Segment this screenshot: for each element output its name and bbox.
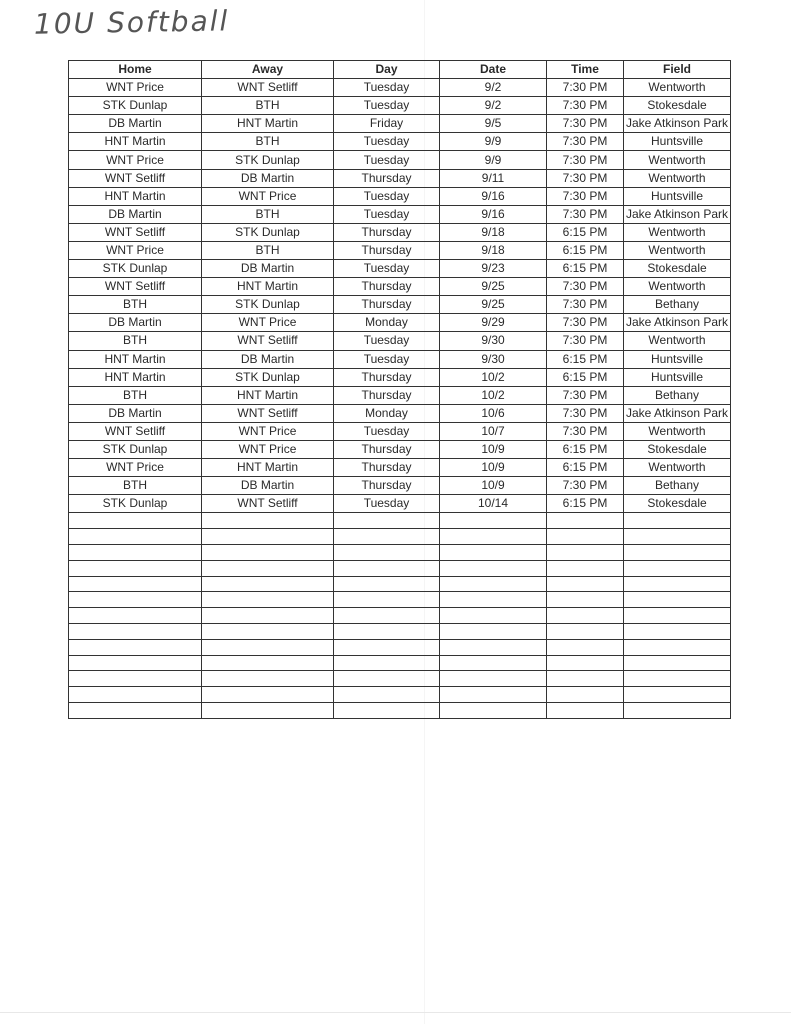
field-cell: Bethany (624, 296, 731, 314)
away-cell: WNT Price (202, 187, 334, 205)
time-cell: 6:15 PM (547, 440, 624, 458)
day-cell: Tuesday (334, 205, 440, 223)
empty-cell (440, 639, 547, 655)
away-cell: WNT Setliff (202, 495, 334, 513)
date-cell: 9/25 (440, 278, 547, 296)
schedule-table (68, 60, 731, 719)
home-cell: WNT Setliff (69, 422, 202, 440)
empty-cell (334, 576, 440, 592)
empty-cell (440, 655, 547, 671)
empty-cell (202, 544, 334, 560)
home-cell: STK Dunlap (69, 97, 202, 115)
date-cell: 9/30 (440, 332, 547, 350)
date-cell: 9/29 (440, 314, 547, 332)
away-cell: WNT Price (202, 422, 334, 440)
scan-edge (0, 1012, 791, 1013)
empty-row (69, 655, 731, 671)
day-cell: Thursday (334, 440, 440, 458)
time-cell: 7:30 PM (547, 205, 624, 223)
day-cell: Thursday (334, 241, 440, 259)
empty-cell (624, 702, 731, 718)
game-row (69, 133, 731, 151)
away-cell: BTH (202, 241, 334, 259)
empty-cell (202, 687, 334, 703)
game-row (69, 115, 731, 133)
date-cell: 9/18 (440, 241, 547, 259)
empty-cell (69, 576, 202, 592)
empty-cell (624, 592, 731, 608)
empty-row (69, 687, 731, 703)
game-row (69, 241, 731, 259)
home-cell: STK Dunlap (69, 440, 202, 458)
empty-cell (624, 544, 731, 560)
col-header-date: Date (440, 61, 547, 79)
date-cell: 9/9 (440, 151, 547, 169)
game-row (69, 151, 731, 169)
time-cell: 7:30 PM (547, 404, 624, 422)
day-cell: Monday (334, 404, 440, 422)
empty-cell (334, 655, 440, 671)
day-cell: Monday (334, 314, 440, 332)
time-cell: 6:15 PM (547, 241, 624, 259)
date-cell: 10/9 (440, 459, 547, 477)
time-cell: 7:30 PM (547, 477, 624, 495)
empty-cell (440, 671, 547, 687)
empty-cell (547, 592, 624, 608)
away-cell: WNT Setliff (202, 332, 334, 350)
empty-cell (624, 687, 731, 703)
home-cell: HNT Martin (69, 350, 202, 368)
game-row (69, 205, 731, 223)
game-row (69, 440, 731, 458)
game-row (69, 422, 731, 440)
empty-cell (547, 687, 624, 703)
empty-cell (202, 560, 334, 576)
home-cell: WNT Setliff (69, 278, 202, 296)
field-cell: Huntsville (624, 368, 731, 386)
date-cell: 10/2 (440, 386, 547, 404)
day-cell: Thursday (334, 368, 440, 386)
empty-cell (624, 639, 731, 655)
field-cell: Wentworth (624, 459, 731, 477)
home-cell: WNT Price (69, 151, 202, 169)
date-cell: 9/30 (440, 350, 547, 368)
date-cell: 10/14 (440, 495, 547, 513)
date-cell: 9/11 (440, 169, 547, 187)
col-header-away: Away (202, 61, 334, 79)
day-cell: Thursday (334, 223, 440, 241)
time-cell: 7:30 PM (547, 169, 624, 187)
date-cell: 9/16 (440, 187, 547, 205)
field-cell: Wentworth (624, 422, 731, 440)
empty-cell (547, 513, 624, 529)
empty-cell (69, 529, 202, 545)
day-cell: Tuesday (334, 332, 440, 350)
home-cell: BTH (69, 296, 202, 314)
empty-cell (334, 529, 440, 545)
empty-row (69, 544, 731, 560)
game-row (69, 404, 731, 422)
date-cell: 10/9 (440, 440, 547, 458)
empty-cell (547, 623, 624, 639)
empty-cell (69, 544, 202, 560)
schedule-body (69, 79, 731, 719)
time-cell: 6:15 PM (547, 368, 624, 386)
time-cell: 7:30 PM (547, 332, 624, 350)
field-cell: Wentworth (624, 332, 731, 350)
field-cell: Wentworth (624, 223, 731, 241)
home-cell: STK Dunlap (69, 260, 202, 278)
empty-cell (334, 592, 440, 608)
empty-row (69, 513, 731, 529)
time-cell: 7:30 PM (547, 115, 624, 133)
empty-row (69, 576, 731, 592)
empty-cell (334, 560, 440, 576)
day-cell: Friday (334, 115, 440, 133)
empty-row (69, 623, 731, 639)
away-cell: STK Dunlap (202, 223, 334, 241)
empty-cell (624, 560, 731, 576)
home-cell: DB Martin (69, 314, 202, 332)
time-cell: 7:30 PM (547, 79, 624, 97)
empty-cell (440, 544, 547, 560)
empty-cell (334, 671, 440, 687)
field-cell: Wentworth (624, 278, 731, 296)
game-row (69, 495, 731, 513)
game-row (69, 386, 731, 404)
empty-cell (440, 702, 547, 718)
away-cell: HNT Martin (202, 386, 334, 404)
empty-cell (440, 687, 547, 703)
empty-cell (202, 639, 334, 655)
empty-cell (69, 623, 202, 639)
empty-cell (440, 513, 547, 529)
home-cell: HNT Martin (69, 133, 202, 151)
game-row (69, 477, 731, 495)
empty-cell (547, 655, 624, 671)
empty-cell (334, 623, 440, 639)
away-cell: DB Martin (202, 350, 334, 368)
empty-cell (440, 608, 547, 624)
game-row (69, 459, 731, 477)
empty-cell (69, 655, 202, 671)
field-cell: Jake Atkinson Park (624, 314, 731, 332)
empty-cell (624, 576, 731, 592)
date-cell: 10/7 (440, 422, 547, 440)
date-cell: 9/2 (440, 79, 547, 97)
game-row (69, 223, 731, 241)
empty-row (69, 671, 731, 687)
away-cell: STK Dunlap (202, 296, 334, 314)
away-cell: BTH (202, 97, 334, 115)
empty-cell (69, 702, 202, 718)
away-cell: BTH (202, 205, 334, 223)
empty-cell (624, 608, 731, 624)
field-cell: Wentworth (624, 79, 731, 97)
empty-row (69, 592, 731, 608)
day-cell: Tuesday (334, 495, 440, 513)
day-cell: Thursday (334, 278, 440, 296)
empty-cell (440, 623, 547, 639)
day-cell: Tuesday (334, 187, 440, 205)
away-cell: STK Dunlap (202, 368, 334, 386)
field-cell: Jake Atkinson Park (624, 205, 731, 223)
date-cell: 10/2 (440, 368, 547, 386)
time-cell: 7:30 PM (547, 278, 624, 296)
home-cell: HNT Martin (69, 187, 202, 205)
home-cell: BTH (69, 386, 202, 404)
empty-cell (624, 623, 731, 639)
day-cell: Thursday (334, 169, 440, 187)
day-cell: Thursday (334, 386, 440, 404)
home-cell: STK Dunlap (69, 495, 202, 513)
empty-cell (440, 592, 547, 608)
home-cell: DB Martin (69, 205, 202, 223)
date-cell: 9/23 (440, 260, 547, 278)
game-row (69, 350, 731, 368)
empty-cell (334, 687, 440, 703)
away-cell: HNT Martin (202, 459, 334, 477)
empty-cell (69, 592, 202, 608)
empty-cell (334, 639, 440, 655)
col-header-field: Field (624, 61, 731, 79)
field-cell: Stokesdale (624, 260, 731, 278)
home-cell: BTH (69, 332, 202, 350)
field-cell: Bethany (624, 477, 731, 495)
away-cell: WNT Setliff (202, 404, 334, 422)
home-cell: BTH (69, 477, 202, 495)
empty-cell (624, 671, 731, 687)
col-header-day: Day (334, 61, 440, 79)
home-cell: DB Martin (69, 404, 202, 422)
empty-cell (202, 702, 334, 718)
field-cell: Huntsville (624, 133, 731, 151)
field-cell: Stokesdale (624, 97, 731, 115)
empty-cell (624, 655, 731, 671)
home-cell: HNT Martin (69, 368, 202, 386)
empty-cell (334, 513, 440, 529)
game-row (69, 278, 731, 296)
time-cell: 7:30 PM (547, 187, 624, 205)
date-cell: 10/6 (440, 404, 547, 422)
day-cell: Thursday (334, 459, 440, 477)
empty-cell (334, 702, 440, 718)
empty-cell (334, 608, 440, 624)
empty-cell (202, 655, 334, 671)
home-cell: WNT Price (69, 241, 202, 259)
day-cell: Tuesday (334, 350, 440, 368)
header-row (69, 61, 731, 79)
empty-cell (202, 671, 334, 687)
time-cell: 7:30 PM (547, 133, 624, 151)
date-cell: 9/9 (440, 133, 547, 151)
empty-cell (202, 623, 334, 639)
empty-cell (202, 576, 334, 592)
game-row (69, 97, 731, 115)
empty-cell (202, 608, 334, 624)
away-cell: HNT Martin (202, 115, 334, 133)
col-header-home: Home (69, 61, 202, 79)
game-row (69, 296, 731, 314)
field-cell: Jake Atkinson Park (624, 115, 731, 133)
empty-row (69, 702, 731, 718)
home-cell: DB Martin (69, 115, 202, 133)
game-row (69, 368, 731, 386)
field-cell: Stokesdale (624, 495, 731, 513)
time-cell: 7:30 PM (547, 314, 624, 332)
col-header-time: Time (547, 61, 624, 79)
time-cell: 6:15 PM (547, 260, 624, 278)
empty-cell (547, 544, 624, 560)
date-cell: 9/16 (440, 205, 547, 223)
day-cell: Tuesday (334, 97, 440, 115)
empty-cell (440, 529, 547, 545)
empty-cell (202, 513, 334, 529)
empty-cell (69, 639, 202, 655)
time-cell: 7:30 PM (547, 386, 624, 404)
time-cell: 7:30 PM (547, 151, 624, 169)
time-cell: 7:30 PM (547, 97, 624, 115)
time-cell: 7:30 PM (547, 422, 624, 440)
time-cell: 6:15 PM (547, 223, 624, 241)
empty-cell (334, 544, 440, 560)
game-row (69, 314, 731, 332)
handwritten-title: 10U Softball (33, 4, 230, 41)
empty-row (69, 529, 731, 545)
away-cell: STK Dunlap (202, 151, 334, 169)
time-cell: 6:15 PM (547, 459, 624, 477)
field-cell: Huntsville (624, 187, 731, 205)
field-cell: Huntsville (624, 350, 731, 368)
away-cell: DB Martin (202, 169, 334, 187)
game-row (69, 332, 731, 350)
away-cell: WNT Setliff (202, 79, 334, 97)
day-cell: Tuesday (334, 133, 440, 151)
field-cell: Stokesdale (624, 440, 731, 458)
date-cell: 9/25 (440, 296, 547, 314)
home-cell: WNT Price (69, 459, 202, 477)
date-cell: 9/2 (440, 97, 547, 115)
home-cell: WNT Setliff (69, 223, 202, 241)
empty-cell (547, 671, 624, 687)
day-cell: Thursday (334, 296, 440, 314)
empty-cell (547, 576, 624, 592)
game-row (69, 169, 731, 187)
empty-row (69, 608, 731, 624)
game-row (69, 79, 731, 97)
empty-cell (69, 560, 202, 576)
empty-cell (624, 529, 731, 545)
day-cell: Tuesday (334, 422, 440, 440)
day-cell: Thursday (334, 477, 440, 495)
empty-cell (547, 639, 624, 655)
away-cell: WNT Price (202, 314, 334, 332)
day-cell: Tuesday (334, 151, 440, 169)
field-cell: Wentworth (624, 169, 731, 187)
game-row (69, 187, 731, 205)
empty-cell (69, 671, 202, 687)
away-cell: BTH (202, 133, 334, 151)
home-cell: WNT Price (69, 79, 202, 97)
empty-row (69, 639, 731, 655)
home-cell: WNT Setliff (69, 169, 202, 187)
empty-cell (69, 687, 202, 703)
empty-cell (624, 513, 731, 529)
away-cell: WNT Price (202, 440, 334, 458)
empty-cell (547, 702, 624, 718)
date-cell: 9/5 (440, 115, 547, 133)
empty-cell (547, 608, 624, 624)
field-cell: Bethany (624, 386, 731, 404)
empty-row (69, 560, 731, 576)
field-cell: Wentworth (624, 241, 731, 259)
field-cell: Wentworth (624, 151, 731, 169)
away-cell: DB Martin (202, 260, 334, 278)
empty-cell (440, 576, 547, 592)
date-cell: 10/9 (440, 477, 547, 495)
away-cell: DB Martin (202, 477, 334, 495)
field-cell: Jake Atkinson Park (624, 404, 731, 422)
day-cell: Tuesday (334, 260, 440, 278)
away-cell: HNT Martin (202, 278, 334, 296)
game-row (69, 260, 731, 278)
date-cell: 9/18 (440, 223, 547, 241)
empty-cell (202, 592, 334, 608)
time-cell: 7:30 PM (547, 296, 624, 314)
empty-cell (440, 560, 547, 576)
day-cell: Tuesday (334, 79, 440, 97)
time-cell: 6:15 PM (547, 350, 624, 368)
empty-cell (202, 529, 334, 545)
empty-cell (69, 608, 202, 624)
empty-cell (69, 513, 202, 529)
time-cell: 6:15 PM (547, 495, 624, 513)
empty-cell (547, 529, 624, 545)
empty-cell (547, 560, 624, 576)
